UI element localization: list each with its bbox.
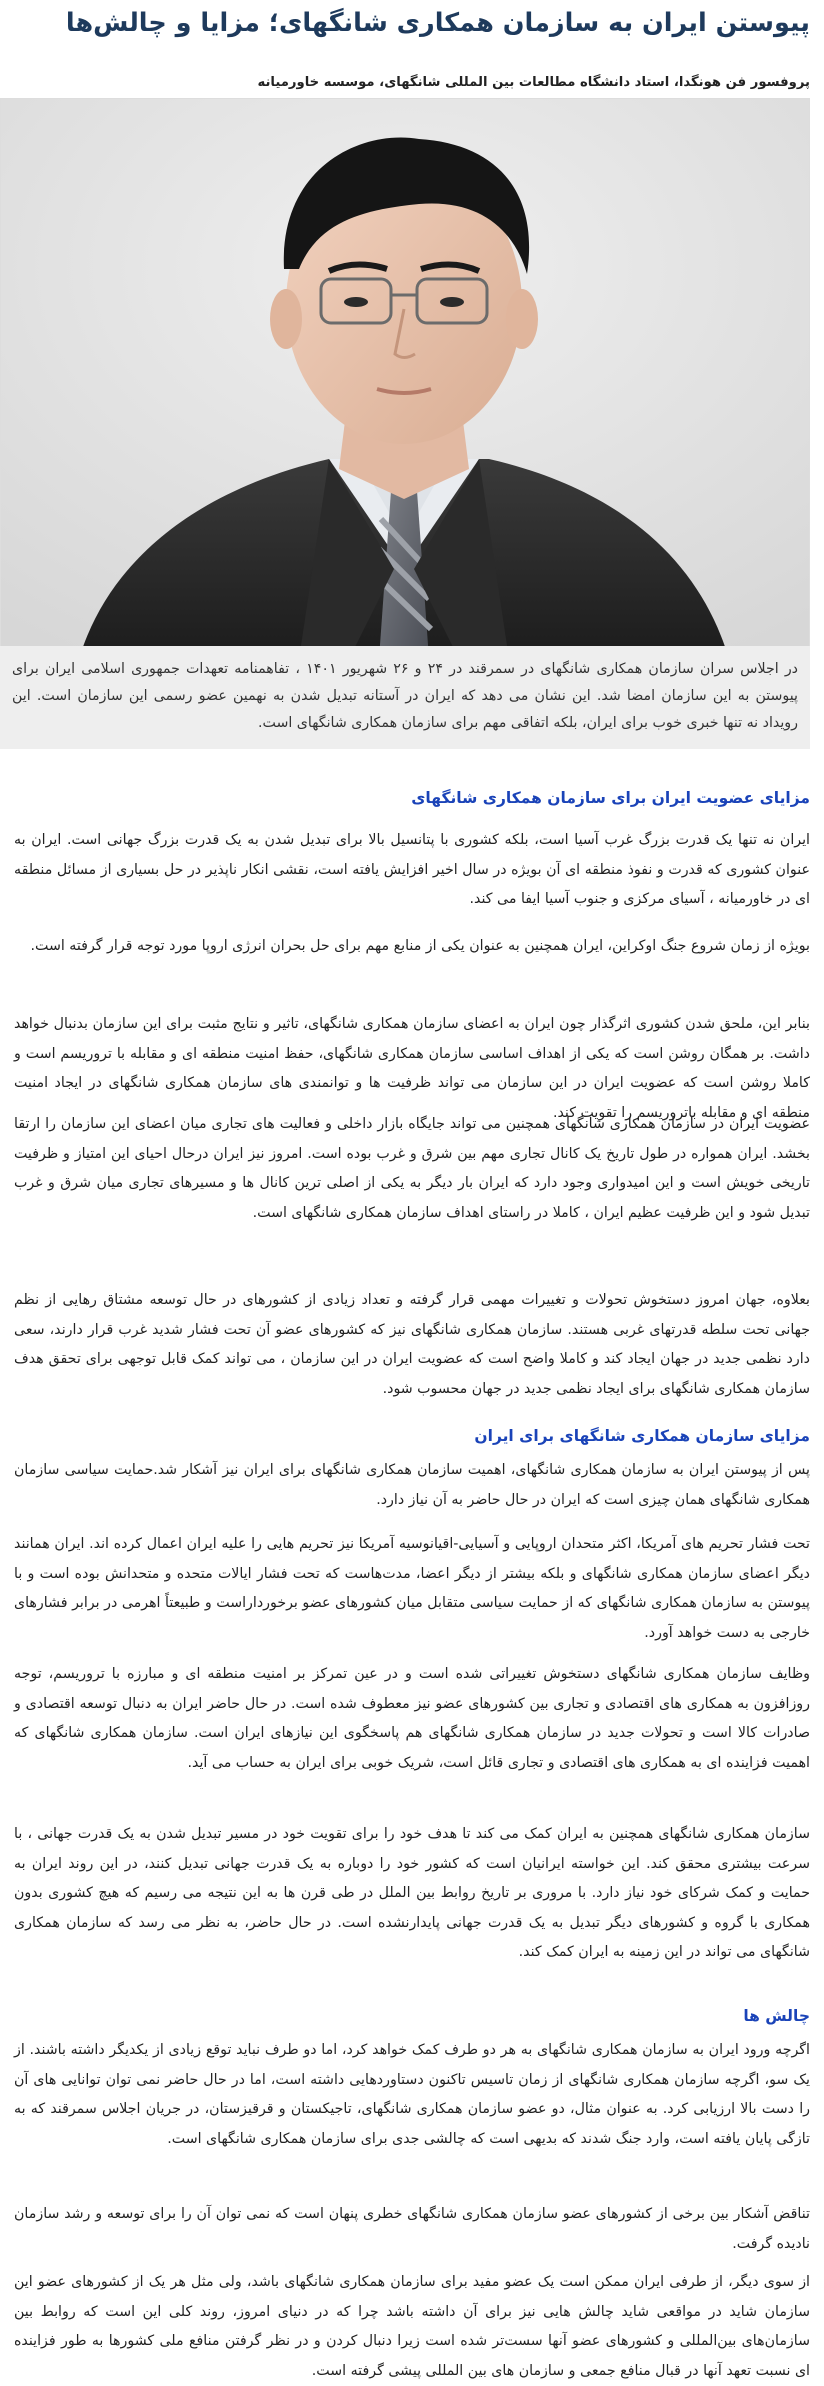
- article-byline: پروفسور فن هونگدا، استاد دانشگاه مطالعات بین المللی شانگهای، موسسه خاورمیانه: [257, 75, 810, 90]
- paragraph: از سوی دیگر، از طرفی ایران ممکن است یک عضو مفید برای سازمان همکاری شانگهای باشد، ولی مثل هر یک از کشورهای عضو این سازمان شاید در مواقعی شاید چالش هایی نیز برای آن داشته باشد چرا که در دنیای امروز، روند کلی این است که روابط بین سازمان‌های بین‌المللی و کشورهای عضو آنها سست‌تر شده است زیرا دنبال کردن و در نظر گرفتن منافع ملی کشورها به طور فزاینده ای نسبت تعهد آنها در قبال منافع جمعی و سازمان های بین المللی پیشی گرفته است.: [14, 2274, 810, 2379]
- paragraph: سازمان همکاری شانگهای همچنین به ایران کمک می کند تا هدف خود را برای تقویت خود در مسیر تبدیل شدن به یک قدرت جهانی ، با سرعت بیشتری محقق کند. این خواسته ایرانیان است که کشور خود را دوباره به یک قدرت جهانی تبدیل کنند، در این روند ایران به حمایت و کمک شرکای خود نیاز دارد. با مروری بر تاریخ روابط بین الملل در طی قرن ها به این نتیجه می رسیم که هیچ کشوری بدون همکاری با گروه و کشورهای دیگر تبدیل به یک قدرت جهانی پایدارنشده است. در حال حاضر، به نظر می رسد که سازمان همکاری شانگهای می تواند در این زمینه به ایران کمک کند.: [14, 1826, 810, 1960]
- paragraph: پس از پیوستن ایران به سازمان همکاری شانگهای، اهمیت سازمان همکاری شانگهای برای ایران نیز آشکار شد.حمایت سیاسی سازمان همکاری شانگهای همان چیزی است که ایران در حال حاضر به آن نیاز دارد.: [14, 1462, 810, 1508]
- paragraph: اگرچه ورود ایران به سازمان همکاری شانگهای به هر دو طرف کمک خواهد کرد، اما دو طرف نباید توقع زیادی از یکدیگر داشته باشند. از یک سو، اگرچه سازمان همکاری شانگهای از زمان تاسیس تاکنون دستاوردهایی داشته است، اما در حال حاضر نمی توان توانایی های آن را دست بالا ارزیابی کرد. به عنوان مثال، دو عضو سازمان همکاری شانگهای، تاجیکستان و قرقیزستان، در جریان اجلاس سمرقند که به تازگی پایان یافته است، وارد جنگ شدند که بدیهی است که چالشی جدی برای سازمان همکاری شانگهای است.: [14, 2042, 810, 2147]
- paragraph: عضویت ایران در سازمان همکاری شانگهای همچنین می تواند جایگاه بازار داخلی و فعالیت های تجاری میان اعضای این سازمان را ارتقا بخشد. ایران همواره در طول تاریخ یک کانال تجاری مهم بین شرق و غرب بوده است. امروز نیز ایران درحال احیای این امتیاز و ظرفیت تاریخی خویش است و این امیدواری وجود دارد که ایران بار دیگر به یکی از اصلی ترین کانال ها و مسیرهای تجاری میان شرق و غرب تبدیل شود و این ظرفیت عظیم ایران ، کاملا در راستای اهداف سازمان همکاری شانگهای است.: [14, 1116, 810, 1221]
- paragraph: وظایف سازمان همکاری شانگهای دستخوش تغییراتی شده است و در عین تمرکز بر امنیت منطقه ای و مبارزه با تروریسم، توجه روزافزون به همکاری های اقتصادی و تجاری بین کشورهای عضو نیز معطوف شده است. در حال حاضر ایران به دنبال توسعه اقتصادی و صادرات کالا است و تحولات جدید در سازمان همکاری شانگهای هم پاسخگوی این نیازهای ایران است. سازمان همکاری شانگهای که اهمیت فزاینده ای به همکاری های اقتصادی و تجاری قائل است، شریک خوبی برای ایران به حساب می آید.: [14, 1666, 810, 1771]
- article-title: پیوستن ایران به سازمان همکاری شانگهای؛ مزایا و چالش‌ها: [65, 8, 810, 38]
- paragraph: تحت فشار تحریم های آمریکا، اکثر متحدان اروپایی و آسیایی-اقیانوسیه آمریکا نیز تحریم هایی را علیه ایران اعمال کرده اند. ایران همانند دیگر اعضای سازمان همکاری شانگهای و بلکه بیشتر از دیگر اعضا، مدت‌هاست که تحت فشار ایالات متحده و متحدانش بوده است و با پیوستن به سازمان همکاری شانگهای که از حمایت سیاسی متقابل میان کشورهای عضو برخورداراست و طبیعتاً اهرمی در برابر فشارهای خارجی به دست خواهد آورد.: [14, 1536, 810, 1641]
- paragraph: بویژه از زمان شروع جنگ اوکراین، ایران همچنین به عنوان یکی از منابع مهم برای حل بحران انرژی اروپا مورد توجه قرار گرفته است.: [30, 938, 810, 954]
- author-photo: [0, 98, 810, 658]
- paragraph: تناقض آشکار بین برخی از کشورهای عضو سازمان همکاری شانگهای خطری پنهان است که نمی توان آن را برای توسعه و رشد سازمان نادیده گرفت.: [14, 2206, 810, 2252]
- section-heading: چالش ها: [743, 2007, 810, 2025]
- section-heading: مزایای عضویت ایران برای سازمان همکاری شانگهای: [411, 789, 810, 807]
- section-heading: مزایای سازمان همکاری شانگهای برای ایران: [474, 1427, 810, 1445]
- paragraph: بعلاوه، جهان امروز دستخوش تحولات و تغییرات مهمی قرار گرفته و تعداد زیادی از کشورهای در حال توسعه مشتاق رهایی از نظم جهانی تحت سلطه قدرتهای غربی هستند. سازمان همکاری شانگهای نیز که کشورهای عضو آن تحت فشار شدید غرب قرار دارند، سعی دارد نظمی جدید در جهان ایجاد کند و کاملا واضح است که عضویت ایران در این سازمان ، می تواند کمک قابل توجهی برای تحقق هدف سازمان همکاری شانگهای برای ایجاد نظمی جدید در جهان محسوب شود.: [14, 1292, 810, 1397]
- photo-caption: در اجلاس سران سازمان همکاری شانگهای در سمرقند در ۲۴ و ۲۶ شهریور ۱۴۰۱ ، تفاهمنامه تعهدات جمهوری اسلامی ایران برای پیوستن به این سازمان امضا شد. این نشان می دهد که ایران در آستانه تبدیل شدن به نهمین عضو رسمی این سازمان است. این رویداد نه تنها خبری خوب برای ایران، بلکه اتفاقی مهم برای سازمان همکاری شانگهای است.: [0, 646, 810, 749]
- paragraph: ایران نه تنها یک قدرت بزرگ غرب آسیا است، بلکه کشوری با پتانسیل بالا برای تبدیل شدن به یک قدرت بزرگ جهانی است. ایران به عنوان کشوری که قدرت و نفوذ منطقه ای آن بویژه در سال اخیر افزایش یافته است، نقشی انکار ناپذیر در حل بسیاری از مسائل منطقه ای در خاورمیانه ، آسیای مرکزی و جنوب آسیا ایفا می کند.: [14, 832, 810, 907]
- paragraph: بنابر این، ملحق شدن کشوری اثرگذار چون ایران به اعضای سازمان همکاری شانگهای، تاثیر و نتایج مثبت برای این سازمان بدنبال خواهد داشت. بر همگان روشن است که یکی از اهداف اساسی سازمان همکاری شانگهای، حفظ امنیت منطقه ای و مقابله با تروریسم است و کاملا روشن است که عضویت ایران در این سازمان می تواند ظرفیت ها و توانمندی های سازمان همکاری شانگهای در ایجاد امنیت منطقه ای و مقابله باتروریسم را تقویت کند.: [14, 1016, 810, 1121]
